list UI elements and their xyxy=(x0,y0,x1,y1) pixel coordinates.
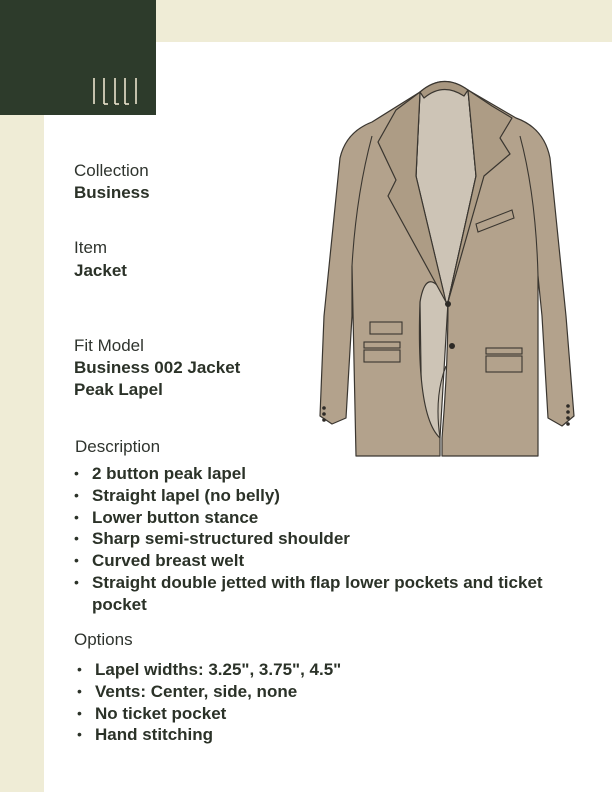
brand-logo-icon xyxy=(92,76,142,106)
description-item: • Straight lapel (no belly) xyxy=(74,485,574,507)
options-item: • Lapel widths: 3.25", 3.75", 4.5" xyxy=(77,659,577,681)
description-label: Description xyxy=(75,437,161,456)
left-accent-strip xyxy=(0,115,44,792)
jacket-illustration-icon xyxy=(316,66,582,458)
top-accent-strip xyxy=(156,0,612,42)
fit-model-value-line2: Peak Lapel xyxy=(74,380,163,399)
options-item: • Hand stitching xyxy=(77,724,577,746)
options-list xyxy=(77,659,577,746)
collection-label: Collection xyxy=(74,161,149,180)
description-item: • Curved breast welt xyxy=(74,550,574,572)
item-label: Item xyxy=(74,238,108,257)
fit-model-label: Fit Model xyxy=(74,336,144,355)
description-item: • 2 button peak lapel xyxy=(74,463,574,485)
options-item: • No ticket pocket xyxy=(77,703,577,725)
item-value: Jacket xyxy=(74,261,127,280)
fit-model-value-line1: Business 002 Jacket xyxy=(74,358,241,377)
options-item: • Vents: Center, side, none xyxy=(77,681,577,703)
options-label: Options xyxy=(74,630,133,649)
brand-header-block xyxy=(0,0,156,115)
description-item: • Straight double jetted with flap lower pockets and ticket pocket xyxy=(74,572,574,616)
description-item: • Lower button stance xyxy=(74,507,574,529)
description-list xyxy=(74,463,574,616)
description-item: • Sharp semi-structured shoulder xyxy=(74,528,574,550)
collection-value: Business xyxy=(74,183,150,202)
